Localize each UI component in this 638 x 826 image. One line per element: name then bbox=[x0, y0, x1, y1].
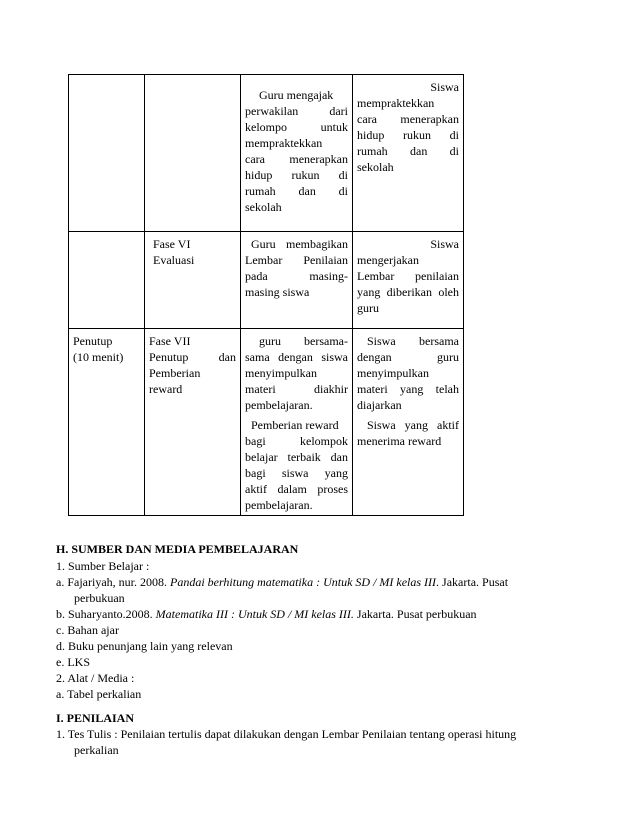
guru-line: aktif dalam proses bbox=[245, 482, 348, 496]
fase-cell bbox=[145, 232, 241, 329]
kegiatan-line: Penutup bbox=[73, 334, 113, 348]
siswa-line: Siswa yang aktif bbox=[367, 418, 459, 432]
fase-line: Evaluasi bbox=[153, 253, 195, 267]
guru-cell bbox=[241, 329, 353, 516]
reference-a-line bbox=[56, 574, 576, 590]
tes-tulis-line: 1. Tes Tulis : Penilaian tertulis dapat dilakukan dengan Lembar Penilaian tentang operasi hitung bbox=[56, 727, 517, 741]
siswa-cell bbox=[353, 232, 464, 329]
tes-tulis-continuation: perkalian bbox=[74, 743, 119, 757]
guru-line: Pemberian reward bbox=[251, 418, 339, 432]
kegiatan-line: (10 menit) bbox=[73, 350, 124, 364]
guru-cell bbox=[241, 232, 353, 329]
siswa-line: hidup rukun di bbox=[357, 128, 459, 142]
fase-line: Penutup dan bbox=[149, 350, 236, 364]
reference-a-title: Pandai berhitung matematika : Untuk SD / MI kelas III bbox=[169, 575, 437, 589]
guru-line: pembelajaran. bbox=[245, 498, 313, 512]
guru-line: bagi siswa yang bbox=[245, 466, 348, 480]
fase-cell bbox=[145, 329, 241, 516]
guru-line: materi diakhir bbox=[245, 382, 348, 396]
lks-line: e. LKS bbox=[56, 655, 90, 669]
reference-b-title: Matematika III : Untuk SD / MI kelas III. bbox=[155, 607, 354, 621]
reference-b-prefix: b. Suharyanto.2008. bbox=[56, 607, 156, 621]
guru-line: cara menerapkan bbox=[245, 152, 348, 166]
siswa-line: rumah dan di bbox=[357, 144, 459, 158]
fase-line: Fase VI bbox=[153, 237, 191, 251]
siswa-line: materi yang telah bbox=[357, 382, 459, 396]
siswa-line: Siswa bersama bbox=[367, 334, 459, 348]
fase-cell bbox=[145, 75, 241, 232]
fase-line: reward bbox=[149, 382, 183, 396]
section-h-title: H. SUMBER DAN MEDIA PEMBELAJARAN bbox=[56, 542, 299, 556]
guru-line: sama dengan siswa bbox=[245, 350, 348, 364]
reference-b-line bbox=[56, 606, 576, 622]
siswa-line: dengan guru bbox=[357, 350, 459, 364]
guru-line: bagi kelompok bbox=[245, 434, 348, 448]
guru-line: pembelajaran. bbox=[245, 398, 313, 412]
guru-line: masing siswa bbox=[245, 285, 310, 299]
table-row bbox=[69, 232, 464, 329]
guru-line: Guru mengajak bbox=[259, 88, 334, 102]
guru-line: Guru membagikan bbox=[251, 237, 348, 251]
kegiatan-cell bbox=[69, 75, 145, 232]
reference-a-continuation: perbukuan bbox=[74, 591, 125, 605]
guru-line: guru bersama- bbox=[259, 334, 348, 348]
guru-line: hidup rukun di bbox=[245, 168, 348, 182]
siswa-line: guru bbox=[357, 301, 379, 315]
fase-line: Pemberian bbox=[149, 366, 201, 380]
bahan-ajar-line: c. Bahan ajar bbox=[56, 623, 119, 637]
siswa-cell bbox=[353, 75, 464, 232]
guru-line: kelompo untuk bbox=[245, 120, 348, 134]
siswa-line: Siswa bbox=[430, 80, 459, 94]
siswa-line: yang diberikan oleh bbox=[357, 285, 459, 299]
section-i-title: I. PENILAIAN bbox=[56, 711, 135, 725]
guru-line: rumah dan di bbox=[245, 184, 348, 198]
reference-b-suffix: Jakarta. Pusat perbukuan bbox=[353, 607, 477, 621]
kegiatan-cell bbox=[69, 329, 145, 516]
kegiatan-cell bbox=[69, 232, 145, 329]
guru-line: menyimpulkan bbox=[245, 366, 317, 380]
guru-line: mempraktekkan bbox=[245, 136, 323, 150]
siswa-line: menerima reward bbox=[357, 434, 442, 448]
sumber-belajar-line: 1. Sumber Belajar : bbox=[56, 559, 150, 573]
siswa-cell bbox=[353, 329, 464, 516]
guru-line: pada masing- bbox=[245, 269, 348, 283]
reference-a-suffix: . Jakarta. Pusat bbox=[436, 575, 509, 589]
guru-line: perwakilan dari bbox=[245, 104, 348, 118]
table-row bbox=[69, 329, 464, 516]
siswa-line: sekolah bbox=[357, 160, 394, 174]
table-row bbox=[69, 75, 464, 232]
guru-line: Lembar Penilaian bbox=[245, 253, 348, 267]
siswa-line: menyimpulkan bbox=[357, 366, 429, 380]
guru-line: belajar terbaik dan bbox=[245, 450, 348, 464]
lesson-table bbox=[68, 74, 464, 516]
alat-media-line: 2. Alat / Media : bbox=[56, 671, 135, 685]
siswa-line: Siswa bbox=[430, 237, 459, 251]
siswa-line: mengerjakan bbox=[357, 253, 419, 267]
siswa-line: diajarkan bbox=[357, 398, 402, 412]
siswa-line: cara menerapkan bbox=[357, 112, 459, 126]
reference-a-prefix: a. Fajariyah, nur. 2008. bbox=[56, 575, 170, 589]
buku-penunjang-line: d. Buku penunjang lain yang relevan bbox=[56, 639, 233, 653]
guru-cell bbox=[241, 75, 353, 232]
fase-line: Fase VII bbox=[149, 334, 191, 348]
siswa-line: Lembar penilaian bbox=[357, 269, 459, 283]
guru-line: sekolah bbox=[245, 200, 282, 214]
tabel-perkalian-line: a. Tabel perkalian bbox=[56, 687, 142, 701]
siswa-line: mempraktekkan bbox=[357, 96, 435, 110]
